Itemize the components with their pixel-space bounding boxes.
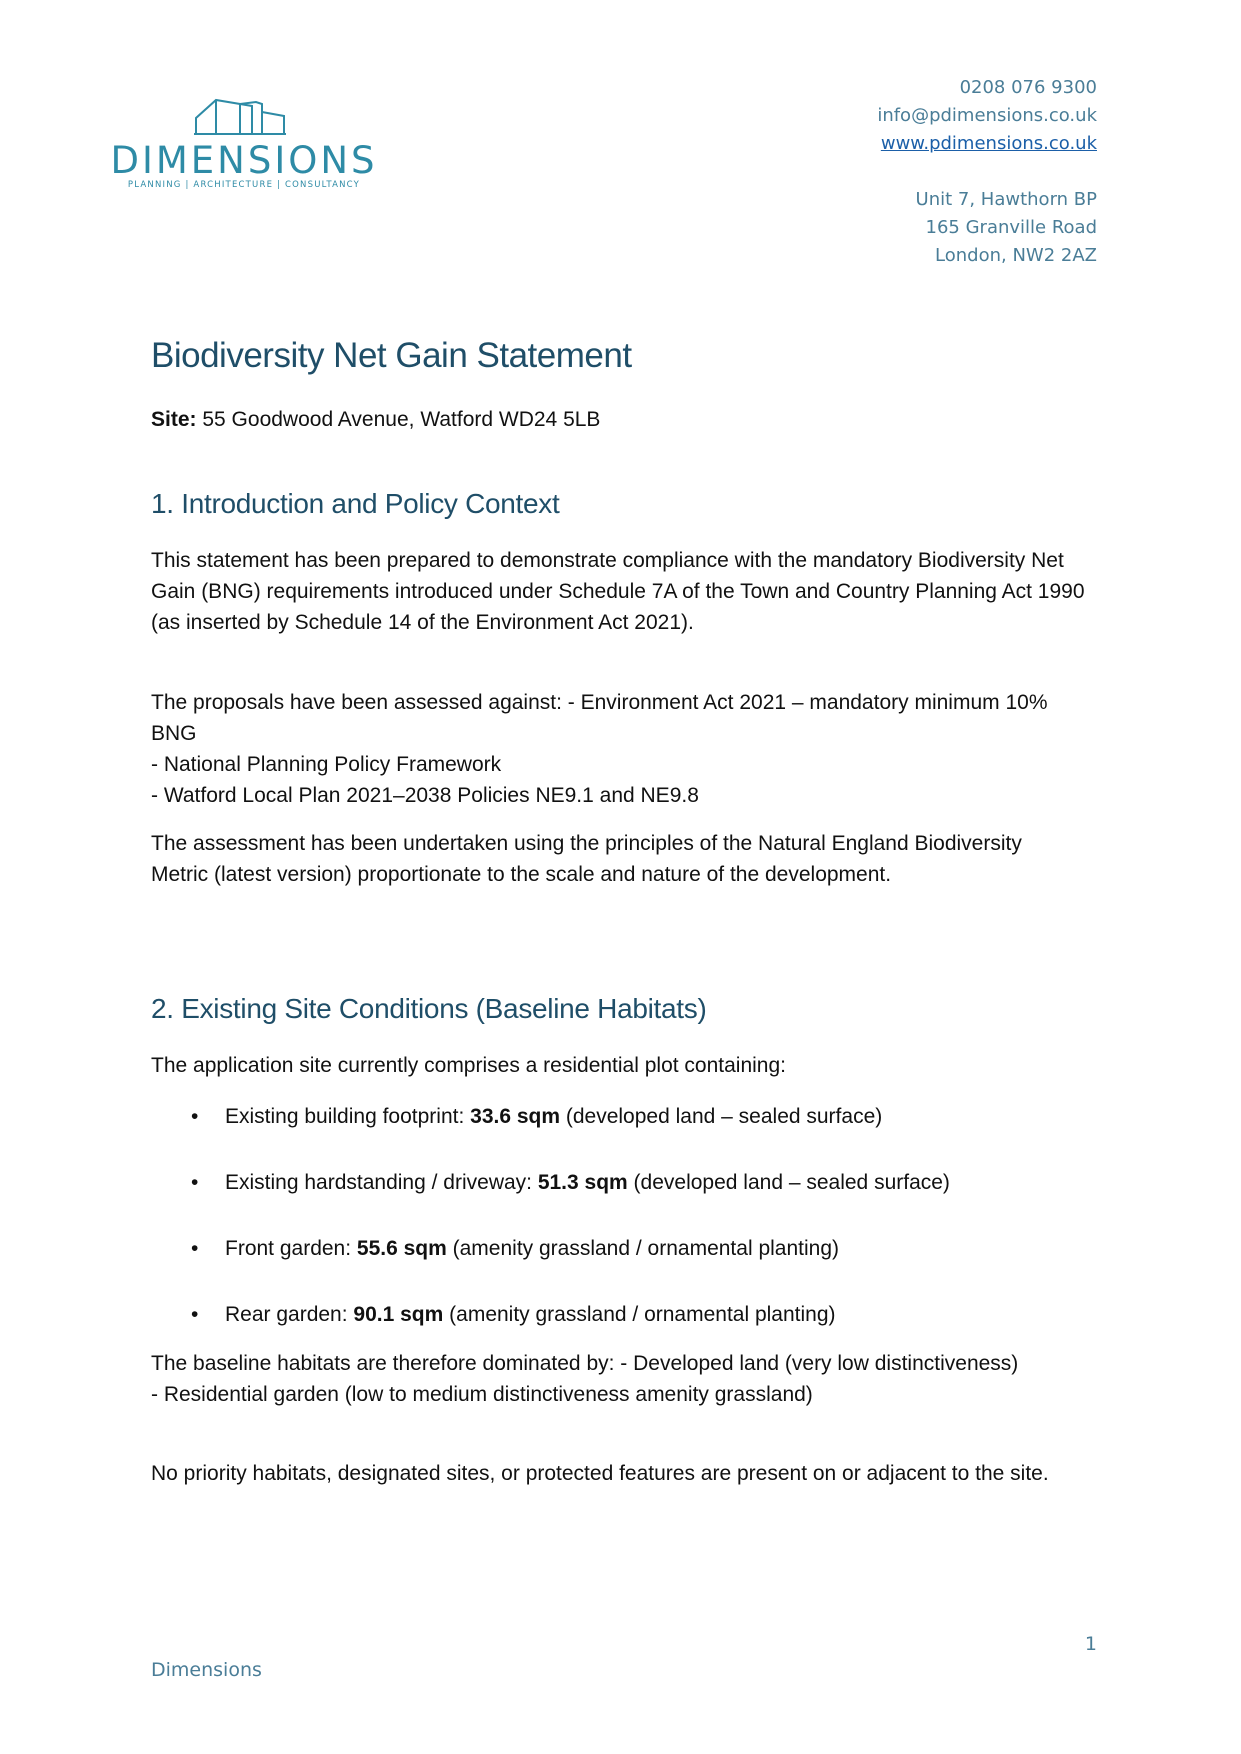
address-line-2: 165 Granville Road	[925, 217, 1097, 238]
section-2-heading: 2. Existing Site Conditions (Baseline Habitats)	[151, 993, 707, 1024]
section-1-paragraph-3: The assessment has been undertaken using the principles of the Natural England Biodiversity Metric (latest version) proportionate to the scale and nature of the development.	[151, 832, 1022, 886]
policy-line-2: - National Planning Policy Framework	[151, 753, 502, 776]
site-label: Site:	[151, 408, 197, 431]
site-address: 55 Goodwood Avenue, Watford WD24 5LB	[202, 408, 601, 431]
bullet-icon: •	[191, 1303, 199, 1326]
contact-block	[877, 74, 1097, 270]
section-1-heading: 1. Introduction and Policy Context	[151, 488, 560, 519]
section-2-intro: The application site currently comprises a residential plot containing:	[151, 1054, 786, 1077]
baseline-line-1: The baseline habitats are therefore dominated by: - Developed land (very low distinctiveness)	[151, 1352, 1019, 1375]
footer-company: Dimensions	[151, 1659, 262, 1681]
area-value: 90.1 sqm	[353, 1303, 444, 1326]
area-value: 51.3 sqm	[537, 1171, 628, 1194]
closing-paragraph: No priority habitats, designated sites, or protected features are present on or adjacent to the site.	[151, 1462, 1049, 1485]
address-line-3: London, NW2 2AZ	[935, 245, 1097, 266]
bullet-icon: •	[191, 1171, 199, 1194]
bullet-icon: •	[191, 1237, 199, 1260]
policy-line-3: - Watford Local Plan 2021–2038 Policies NE9.1 and NE9.8	[151, 784, 699, 807]
policy-line-1: The proposals have been assessed against: - Environment Act 2021 – mandatory minimum 10% BNG	[151, 691, 1048, 745]
company-logo	[74, 98, 414, 194]
section-1-paragraph-2	[151, 687, 1051, 811]
section-1-paragraph-1: This statement has been prepared to demonstrate compliance with the mandatory Biodiversity Net Gain (BNG) requirements introduced under Schedule 7A of the Town and Country Planning Act 1990 (as inserted by Schedule 14 of the Environment Act 2021).	[151, 549, 1085, 634]
logo-tagline: PLANNING | ARCHITECTURE | CONSULTANCY	[127, 180, 361, 190]
email-address: info@pdimensions.co.uk	[877, 105, 1097, 126]
area-value: 55.6 sqm	[356, 1237, 447, 1260]
page-title: Biodiversity Net Gain Statement	[151, 336, 632, 375]
baseline-line-2: - Residential garden (low to medium distinctiveness amenity grassland)	[151, 1383, 813, 1406]
area-value: 33.6 sqm	[470, 1105, 561, 1128]
phone-number: 0208 076 9300	[959, 77, 1097, 98]
address-line-1: Unit 7, Hawthorn BP	[915, 189, 1097, 210]
site-line	[151, 408, 600, 432]
baseline-summary	[151, 1348, 1031, 1410]
website-link[interactable]: www.pdimensions.co.uk	[880, 133, 1097, 154]
page-number: 1	[1084, 1633, 1097, 1655]
logo-wordmark: DIMENSIONS	[110, 139, 378, 182]
bullet-icon: •	[191, 1105, 199, 1128]
building-outline-icon	[194, 98, 294, 136]
